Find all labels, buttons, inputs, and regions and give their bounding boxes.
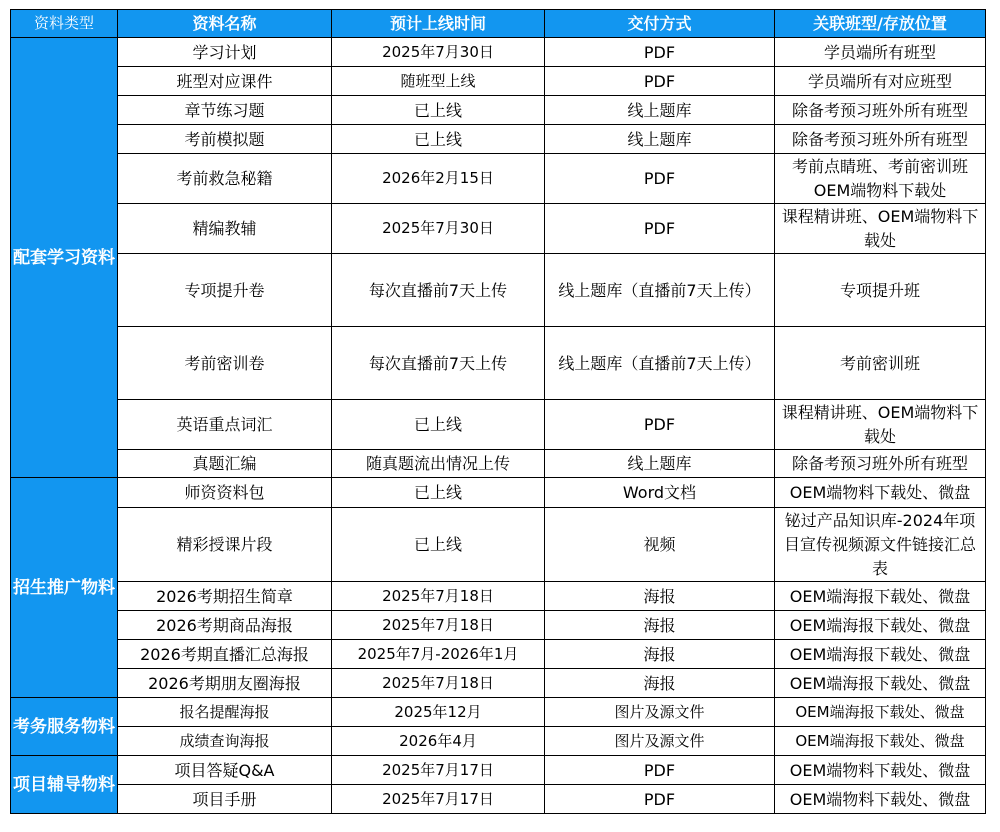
- location: 专项提升班: [775, 254, 986, 327]
- table-row: [11, 254, 986, 327]
- material-name: 项目答疑Q&A: [118, 756, 332, 785]
- location: 除备考预习班外所有班型: [775, 450, 986, 478]
- category-cell: 项目辅导物料: [11, 756, 118, 814]
- category-cell: 配套学习资料: [11, 38, 118, 478]
- location: OEM端海报下载处、微盘: [775, 727, 986, 756]
- material-name: 考前密训卷: [118, 327, 332, 400]
- material-name: 班型对应课件: [118, 67, 332, 96]
- header-row: [11, 10, 986, 38]
- delivery-method: 线上题库: [545, 125, 775, 154]
- table-row: [11, 96, 986, 125]
- table-row: [11, 478, 986, 508]
- material-name: 成绩查询海报: [118, 727, 332, 756]
- release-time: 2025年12月: [332, 698, 545, 727]
- delivery-method: 图片及源文件: [545, 727, 775, 756]
- release-time: 2025年7月18日: [332, 582, 545, 611]
- release-time: 2025年7月18日: [332, 611, 545, 640]
- release-time: 2025年7月30日: [332, 38, 545, 67]
- table-row: [11, 400, 986, 450]
- location: 除备考预习班外所有班型: [775, 125, 986, 154]
- location: [775, 204, 986, 254]
- release-time: 已上线: [332, 400, 545, 450]
- release-time: 2025年7月17日: [332, 756, 545, 785]
- material-name: 考前模拟题: [118, 125, 332, 154]
- release-time: 已上线: [332, 96, 545, 125]
- delivery-method: 图片及源文件: [545, 698, 775, 727]
- location: [775, 508, 986, 582]
- material-name: 2026考期招生简章: [118, 582, 332, 611]
- delivery-method: 海报: [545, 669, 775, 698]
- delivery-method: 线上题库: [545, 450, 775, 478]
- delivery-method: 海报: [545, 582, 775, 611]
- category-cell: 考务服务物料: [11, 698, 118, 756]
- header-location: 关联班型/存放位置: [775, 10, 986, 38]
- location-text: 考前点睛班、考前密训班OEM端物料下载处: [791, 157, 968, 200]
- delivery-method: PDF: [545, 154, 775, 204]
- delivery-method: 线上题库: [545, 96, 775, 125]
- release-time: 2026年4月: [332, 727, 545, 756]
- material-name: 专项提升卷: [118, 254, 332, 327]
- material-name: 2026考期商品海报: [118, 611, 332, 640]
- header-name: 资料名称: [118, 10, 332, 38]
- table-row: [11, 582, 986, 611]
- release-time: 随真题流出情况上传: [332, 450, 545, 478]
- release-time: 2025年7月17日: [332, 785, 545, 814]
- material-name: 学习计划: [118, 38, 332, 67]
- release-time: 2025年7月30日: [332, 204, 545, 254]
- material-name: 英语重点词汇: [118, 400, 332, 450]
- location: 学员端所有班型: [775, 38, 986, 67]
- delivery-method: 视频: [545, 508, 775, 582]
- table-row: [11, 698, 986, 727]
- material-name: 项目手册: [118, 785, 332, 814]
- location: OEM端物料下载处、微盘: [775, 785, 986, 814]
- delivery-method: Word文档: [545, 478, 775, 508]
- location: 学员端所有对应班型: [775, 67, 986, 96]
- table-row: [11, 756, 986, 785]
- material-name: 师资资料包: [118, 478, 332, 508]
- delivery-method: 线上题库（直播前7天上传）: [545, 254, 775, 327]
- location: 考前密训班: [775, 327, 986, 400]
- release-time: 每次直播前7天上传: [332, 254, 545, 327]
- table-row: [11, 611, 986, 640]
- release-time: 2025年7月-2026年1月: [332, 640, 545, 669]
- release-time: 每次直播前7天上传: [332, 327, 545, 400]
- location-text: 课程精讲班、OEM端物料下载处: [781, 207, 979, 250]
- table-row: [11, 204, 986, 254]
- location-text: 铋过产品知识库-2024年项目宣传视频源文件链接汇总表: [783, 510, 976, 578]
- release-time: 2025年7月18日: [332, 669, 545, 698]
- table-row: [11, 327, 986, 400]
- delivery-method: 线上题库（直播前7天上传）: [545, 327, 775, 400]
- release-time: 已上线: [332, 125, 545, 154]
- delivery-method: PDF: [545, 785, 775, 814]
- header-delivery: 交付方式: [545, 10, 775, 38]
- delivery-method: 海报: [545, 640, 775, 669]
- location: OEM端海报下载处、微盘: [775, 582, 986, 611]
- table-row: [11, 67, 986, 96]
- location: [775, 154, 986, 204]
- location-text: 课程精讲班、OEM端物料下载处: [781, 403, 979, 446]
- material-name: 报名提醒海报: [118, 698, 332, 727]
- location: OEM端海报下载处、微盘: [775, 611, 986, 640]
- material-name: 精编教辅: [118, 204, 332, 254]
- table-row: [11, 508, 986, 582]
- location: OEM端物料下载处、微盘: [775, 756, 986, 785]
- table-row: [11, 154, 986, 204]
- table-row: [11, 450, 986, 478]
- release-time: 已上线: [332, 508, 545, 582]
- location: OEM端海报下载处、微盘: [775, 698, 986, 727]
- delivery-method: PDF: [545, 67, 775, 96]
- release-time: 已上线: [332, 478, 545, 508]
- delivery-method: PDF: [545, 756, 775, 785]
- materials-table: [10, 9, 986, 814]
- location: OEM端海报下载处、微盘: [775, 640, 986, 669]
- material-name: 考前救急秘籍: [118, 154, 332, 204]
- header-category: 资料类型: [11, 10, 118, 38]
- table-row: [11, 785, 986, 814]
- table-row: [11, 125, 986, 154]
- release-time: 随班型上线: [332, 67, 545, 96]
- material-name: 2026考期直播汇总海报: [118, 640, 332, 669]
- delivery-method: 海报: [545, 611, 775, 640]
- delivery-method: PDF: [545, 204, 775, 254]
- delivery-method: PDF: [545, 400, 775, 450]
- table-row: [11, 38, 986, 67]
- material-name: 精彩授课片段: [118, 508, 332, 582]
- location: [775, 400, 986, 450]
- location: 除备考预习班外所有班型: [775, 96, 986, 125]
- material-name: 章节练习题: [118, 96, 332, 125]
- header-time: 预计上线时间: [332, 10, 545, 38]
- table-row: [11, 727, 986, 756]
- category-cell: 招生推广物料: [11, 478, 118, 698]
- delivery-method: PDF: [545, 38, 775, 67]
- location: OEM端海报下载处、微盘: [775, 669, 986, 698]
- material-name: 2026考期朋友圈海报: [118, 669, 332, 698]
- material-name: 真题汇编: [118, 450, 332, 478]
- table-row: [11, 640, 986, 669]
- table-row: [11, 669, 986, 698]
- release-time: 2026年2月15日: [332, 154, 545, 204]
- location: OEM端物料下载处、微盘: [775, 478, 986, 508]
